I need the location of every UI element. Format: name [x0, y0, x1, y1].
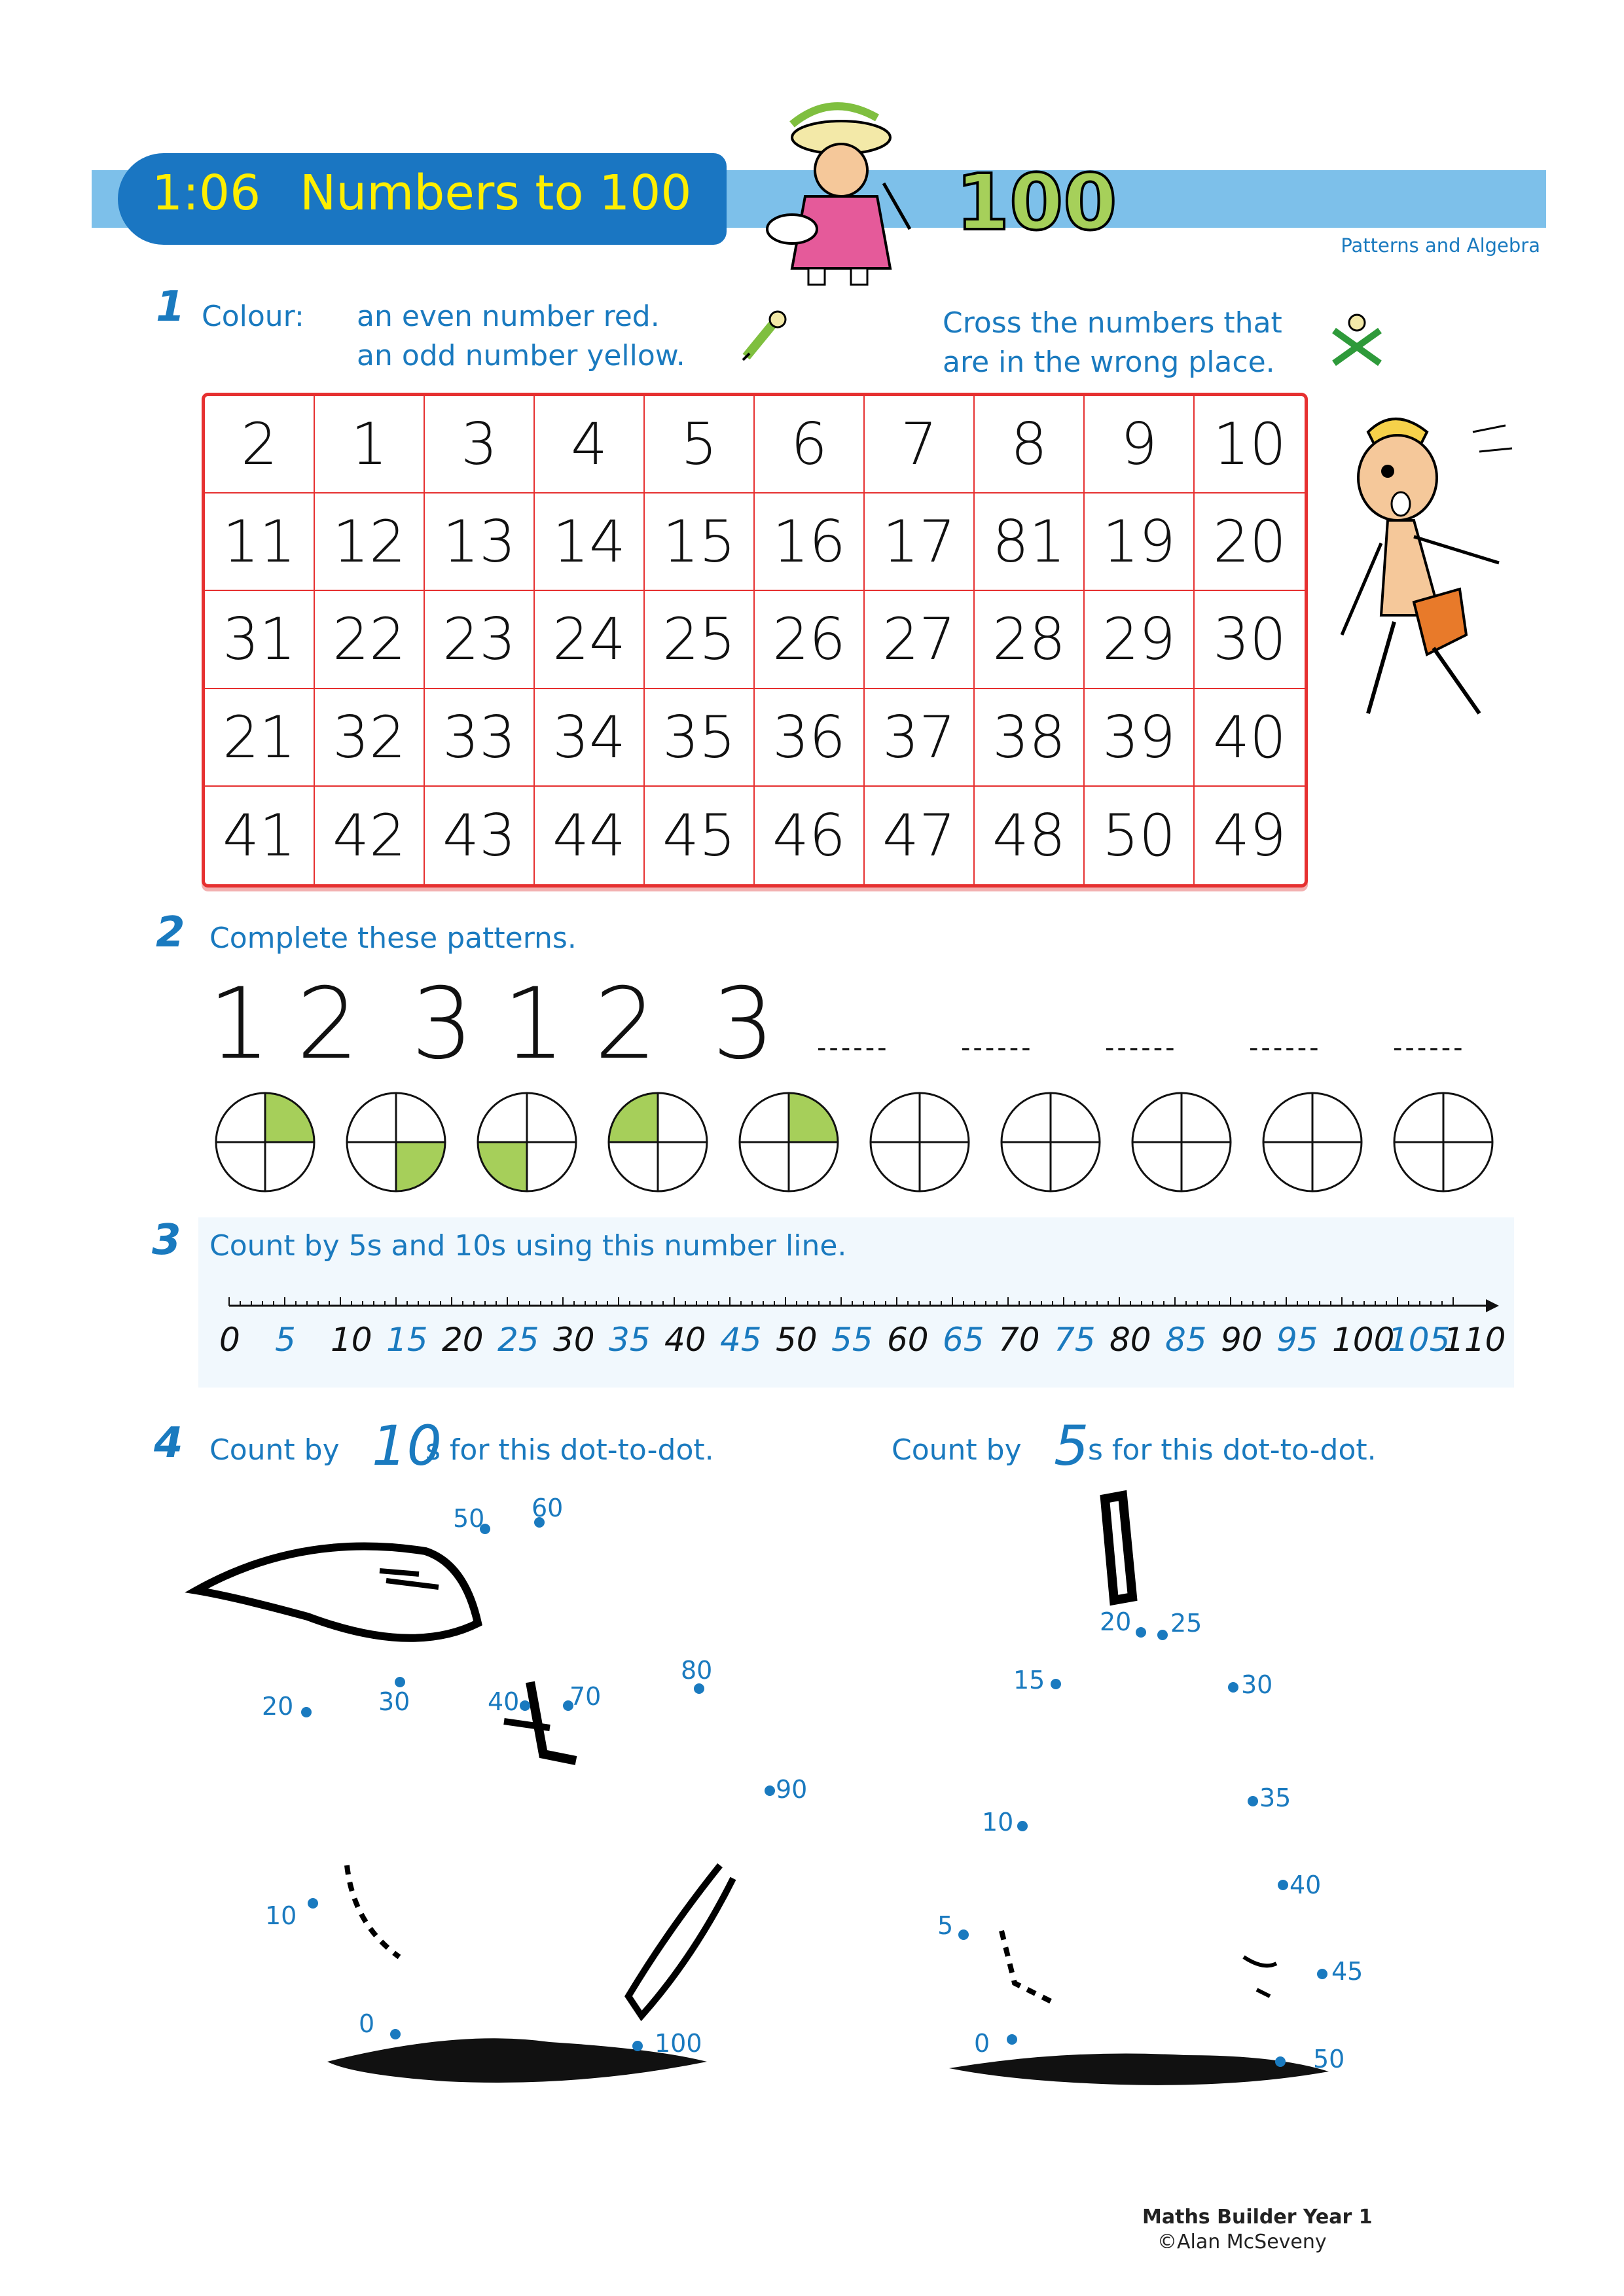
q3-number: 3: [152, 1216, 181, 1265]
grid-cell[interactable]: 20: [1195, 493, 1305, 591]
dot-label: 60: [532, 1494, 564, 1522]
dot-point[interactable]: [301, 1707, 312, 1717]
number-line-label: 10: [331, 1321, 372, 1359]
grid-cell[interactable]: 16: [755, 493, 865, 591]
pattern-number: 1: [208, 967, 271, 1081]
dot-label: 100: [655, 2029, 702, 2058]
grid-cell[interactable]: 13: [425, 493, 535, 591]
number-line-label: 60: [887, 1321, 929, 1359]
dot-point[interactable]: [1051, 1679, 1061, 1689]
pattern-blank[interactable]: ------: [1105, 1033, 1178, 1063]
footer-copyright: ©Alan McSeveny: [1157, 2231, 1327, 2253]
grid-cell[interactable]: 5: [645, 396, 755, 493]
dot-point[interactable]: [1017, 1821, 1028, 1831]
dot-label: 0: [359, 2009, 375, 2038]
grid-cell[interactable]: 27: [865, 591, 975, 689]
grid-cell[interactable]: 21: [205, 689, 315, 787]
pattern-blank[interactable]: ------: [961, 1033, 1034, 1063]
number-line-label: 110: [1443, 1321, 1506, 1359]
number-line-label: 90: [1221, 1321, 1263, 1359]
fraction-circle[interactable]: [213, 1090, 317, 1194]
dot-label: 50: [1313, 2045, 1345, 2073]
dot-point[interactable]: [308, 1898, 318, 1909]
number-line-label: 20: [442, 1321, 484, 1359]
fraction-circle[interactable]: [605, 1090, 710, 1194]
pattern-blank[interactable]: ------: [1393, 1033, 1466, 1063]
number-line-labels: [0, 1321, 1624, 1373]
left-dot-to-dot-drawing: [183, 1499, 772, 2101]
grid-cell[interactable]: 30: [1195, 591, 1305, 689]
fraction-circle[interactable]: [998, 1090, 1103, 1194]
grid-cell[interactable]: 35: [645, 689, 755, 787]
number-line-label: 65: [943, 1321, 984, 1359]
grid-cell[interactable]: 26: [755, 591, 865, 689]
dot-label: 15: [1013, 1666, 1045, 1695]
pattern-number: 2: [594, 967, 657, 1081]
section-label: Patterns and Algebra: [1341, 234, 1540, 257]
grid-cell[interactable]: 4: [535, 396, 645, 493]
dot-label: 30: [378, 1687, 410, 1716]
grid-cell[interactable]: 38: [975, 689, 1085, 787]
dot-point[interactable]: [632, 2041, 643, 2051]
surprised-boy-cartoon-icon: [1316, 406, 1578, 746]
grid-cell[interactable]: 8: [975, 396, 1085, 493]
grid-cell[interactable]: 45: [645, 787, 755, 884]
number-grid: [202, 393, 1308, 888]
grid-cell[interactable]: 15: [645, 493, 755, 591]
grid-cell[interactable]: 44: [535, 787, 645, 884]
number-line-label: 30: [553, 1321, 595, 1359]
fraction-circle[interactable]: [475, 1090, 579, 1194]
q4-left-suffix: s for this dot-to-dot.: [425, 1433, 714, 1467]
dot-point[interactable]: [1157, 1630, 1168, 1640]
footer-book-title: Maths Builder Year 1: [1142, 2206, 1373, 2229]
number-line-label: 35: [609, 1321, 651, 1359]
q4-left-prefix: Count by: [209, 1433, 340, 1467]
pattern-number: 1: [503, 967, 566, 1081]
lesson-number: 1:06: [152, 165, 261, 221]
dot-label: 20: [262, 1692, 294, 1721]
dot-point[interactable]: [1136, 1627, 1146, 1638]
grid-cell[interactable]: 19: [1085, 493, 1195, 591]
grid-cell[interactable]: 46: [755, 787, 865, 884]
grid-cell[interactable]: 28: [975, 591, 1085, 689]
pattern-number: 2: [297, 967, 359, 1081]
grid-cell[interactable]: 22: [315, 591, 425, 689]
grid-cell[interactable]: 6: [755, 396, 865, 493]
grid-cell[interactable]: 1: [315, 396, 425, 493]
grid-cell[interactable]: 43: [425, 787, 535, 884]
grid-cell[interactable]: 24: [535, 591, 645, 689]
q3-instruction: Count by 5s and 10s using this number line.: [209, 1229, 847, 1263]
fraction-circle[interactable]: [344, 1090, 448, 1194]
grid-cell[interactable]: 10: [1195, 396, 1305, 493]
pencil-worm-icon: [740, 308, 792, 367]
grid-cell[interactable]: 25: [645, 591, 755, 689]
pattern-number: 3: [411, 967, 474, 1081]
dot-point[interactable]: [1317, 1969, 1327, 1979]
number-line-label: 70: [998, 1321, 1040, 1359]
grid-cell[interactable]: 37: [865, 689, 975, 787]
dot-point[interactable]: [520, 1700, 530, 1711]
grid-cell[interactable]: 50: [1085, 787, 1195, 884]
grid-cell[interactable]: 11: [205, 493, 315, 591]
grid-cell[interactable]: 42: [315, 787, 425, 884]
grid-cell[interactable]: 39: [1085, 689, 1195, 787]
q2-number: 2: [156, 908, 185, 957]
dot-label: 10: [265, 1901, 297, 1930]
q1-number: 1: [156, 283, 185, 331]
grid-cell[interactable]: 33: [425, 689, 535, 787]
dot-label: 40: [488, 1687, 520, 1716]
grid-cell[interactable]: 12: [315, 493, 425, 591]
grid-cell[interactable]: 31: [205, 591, 315, 689]
right-dot-to-dot-drawing: [936, 1486, 1381, 2101]
number-line-label: 105: [1388, 1321, 1451, 1359]
grid-cell[interactable]: 49: [1213, 801, 1286, 869]
q1-cross-instruction-line2: are in the wrong place.: [943, 346, 1275, 379]
dot-label: 5: [937, 1911, 954, 1940]
dot-label: 40: [1290, 1871, 1322, 1899]
q4-right-count: 5: [1054, 1414, 1089, 1478]
dot-label: 25: [1170, 1609, 1202, 1638]
dot-label: 0: [974, 2029, 990, 2058]
number-line-label: 40: [664, 1321, 706, 1359]
fraction-circles-row: [213, 1090, 1548, 1201]
dot-label: 90: [776, 1775, 808, 1804]
fraction-circle[interactable]: [867, 1090, 972, 1194]
hundred-badge: 100: [956, 157, 1117, 247]
dot-label: 10: [982, 1808, 1014, 1837]
grid-cell[interactable]: 81: [975, 493, 1085, 591]
grid-cell[interactable]: 48: [975, 787, 1085, 884]
q1-colour-label: Colour:: [202, 300, 304, 333]
q1-cross-instruction-line1: Cross the numbers that: [943, 306, 1282, 340]
number-line-label: 55: [831, 1321, 873, 1359]
grid-cell[interactable]: 40: [1195, 689, 1305, 787]
grid-cell[interactable]: 36: [755, 689, 865, 787]
grid-cell[interactable]: 34: [535, 689, 645, 787]
dot-label: 30: [1241, 1670, 1273, 1699]
number-line-label: 50: [776, 1321, 818, 1359]
dot-point[interactable]: [1228, 1682, 1238, 1693]
fraction-circle[interactable]: [1260, 1090, 1365, 1194]
q4-left-count: 10: [372, 1414, 442, 1478]
pattern-blank[interactable]: ------: [1249, 1033, 1322, 1063]
dot-label: 20: [1100, 1607, 1132, 1636]
fraction-circle[interactable]: [736, 1090, 841, 1194]
dot-label: 35: [1259, 1784, 1291, 1812]
number-line: [223, 1283, 1512, 1322]
grid-cell[interactable]: 23: [425, 591, 535, 689]
number-line-label: 5: [275, 1321, 296, 1359]
q4-right-prefix: Count by: [892, 1433, 1022, 1467]
dot-point[interactable]: [1278, 1880, 1288, 1890]
pattern-number: 3: [712, 967, 775, 1081]
grid-cell[interactable]: 32: [315, 689, 425, 787]
dot-point[interactable]: [395, 1677, 405, 1687]
number-line-label: 75: [1054, 1321, 1096, 1359]
grid-cell[interactable]: 14: [535, 493, 645, 591]
dot-point[interactable]: [1275, 2056, 1286, 2067]
grid-cell[interactable]: 7: [865, 396, 975, 493]
grid-cell[interactable]: 9: [1085, 396, 1195, 493]
number-line-label: 95: [1276, 1321, 1318, 1359]
grid-cell[interactable]: 2: [205, 396, 315, 493]
number-line-label: 25: [497, 1321, 539, 1359]
number-line-label: 45: [720, 1321, 762, 1359]
q2-instruction: Complete these patterns.: [209, 922, 577, 955]
fraction-circle[interactable]: [1391, 1090, 1496, 1194]
dot-point[interactable]: [958, 1929, 969, 1940]
number-line-label: 85: [1165, 1321, 1207, 1359]
q1-instruction-even: an even number red.: [357, 300, 660, 333]
dot-point[interactable]: [765, 1785, 775, 1796]
pattern-blank[interactable]: ------: [817, 1033, 890, 1063]
q4-right-suffix: s for this dot-to-dot.: [1088, 1433, 1377, 1467]
dot-label: 50: [453, 1504, 485, 1533]
dot-label: 70: [569, 1682, 602, 1711]
grid-cell[interactable]: 17: [865, 493, 975, 591]
dot-point[interactable]: [390, 2029, 401, 2039]
q1-instruction-odd: an odd number yellow.: [357, 339, 685, 372]
dot-point[interactable]: [1248, 1796, 1258, 1806]
artist-cartoon-icon: [753, 98, 929, 295]
number-line-label: 100: [1332, 1321, 1395, 1359]
grid-cell[interactable]: 3: [425, 396, 535, 493]
dot-point[interactable]: [1007, 2034, 1017, 2045]
number-line-label: 0: [219, 1321, 240, 1359]
number-line-label: 15: [386, 1321, 428, 1359]
fraction-circle[interactable]: [1129, 1090, 1234, 1194]
grid-cell[interactable]: 47: [865, 787, 975, 884]
grid-cell[interactable]: 41: [205, 787, 315, 884]
pattern-row: [208, 967, 1583, 1085]
page-title: Numbers to 100: [300, 165, 692, 221]
dot-label: 45: [1331, 1957, 1363, 1986]
number-line-label: 80: [1110, 1321, 1151, 1359]
cross-mark-icon: [1327, 311, 1386, 370]
dot-label: 80: [681, 1656, 713, 1685]
q4-number: 4: [154, 1419, 183, 1467]
grid-cell[interactable]: 29: [1085, 591, 1195, 689]
dot-point[interactable]: [694, 1683, 704, 1694]
